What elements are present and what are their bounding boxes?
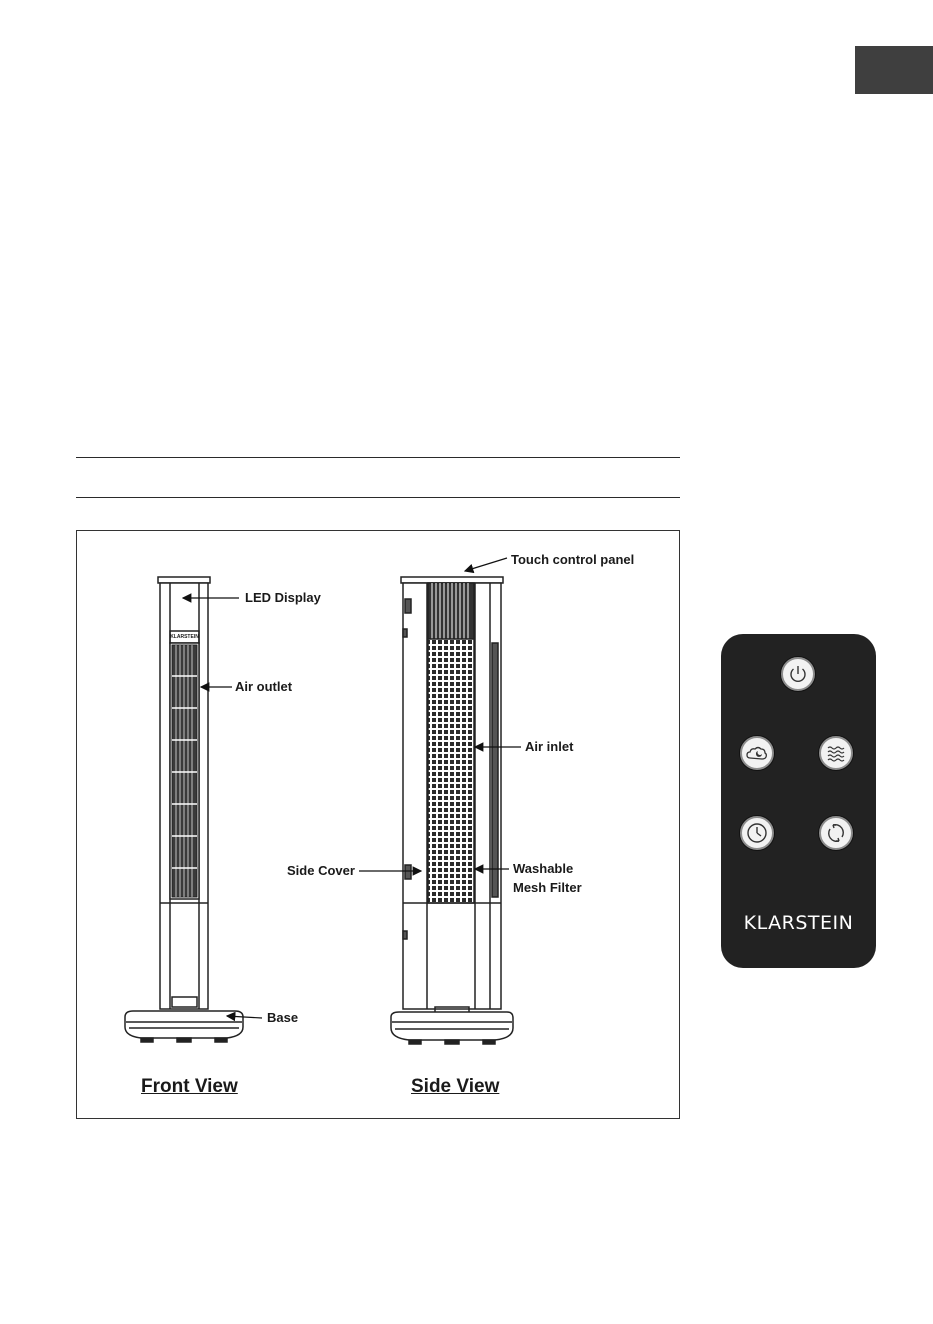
oscillation-icon bbox=[821, 818, 851, 848]
timer-button[interactable] bbox=[740, 816, 774, 850]
label-touch-control-panel: Touch control panel bbox=[511, 552, 635, 567]
side-view-title: Side View bbox=[411, 1076, 500, 1097]
power-button[interactable] bbox=[781, 657, 815, 691]
label-led-display: LED Display bbox=[245, 590, 321, 605]
front-view-title: Front View bbox=[141, 1076, 238, 1097]
tower-brand-label: KLARSTEIN bbox=[170, 634, 199, 640]
label-mesh-filter-line2: Mesh Filter bbox=[513, 880, 582, 895]
remote-brand-logo: KLARSTEIN bbox=[743, 912, 854, 934]
remote-control bbox=[721, 634, 876, 968]
header-rule-bottom bbox=[76, 497, 680, 498]
label-air-inlet: Air inlet bbox=[525, 739, 574, 754]
oscillation-button[interactable] bbox=[819, 816, 853, 850]
label-base: Base bbox=[267, 1010, 299, 1025]
side-view-tower bbox=[391, 577, 513, 1044]
section-tab-marker bbox=[855, 46, 933, 94]
header-rule-top bbox=[76, 457, 680, 458]
front-view-tower bbox=[125, 577, 243, 1042]
label-side-cover: Side Cover bbox=[287, 863, 355, 878]
sleep-mode-button[interactable] bbox=[740, 736, 774, 770]
timer-icon bbox=[742, 818, 772, 848]
power-icon bbox=[783, 659, 813, 689]
label-air-outlet: Air outlet bbox=[235, 679, 293, 694]
label-washable-line1: Washable bbox=[513, 861, 574, 876]
sleep-mode-icon bbox=[742, 738, 772, 768]
wind-mode-button[interactable] bbox=[819, 736, 853, 770]
product-figure bbox=[76, 530, 680, 1119]
wind-mode-icon bbox=[821, 738, 851, 768]
fan-drawing bbox=[77, 531, 681, 1120]
